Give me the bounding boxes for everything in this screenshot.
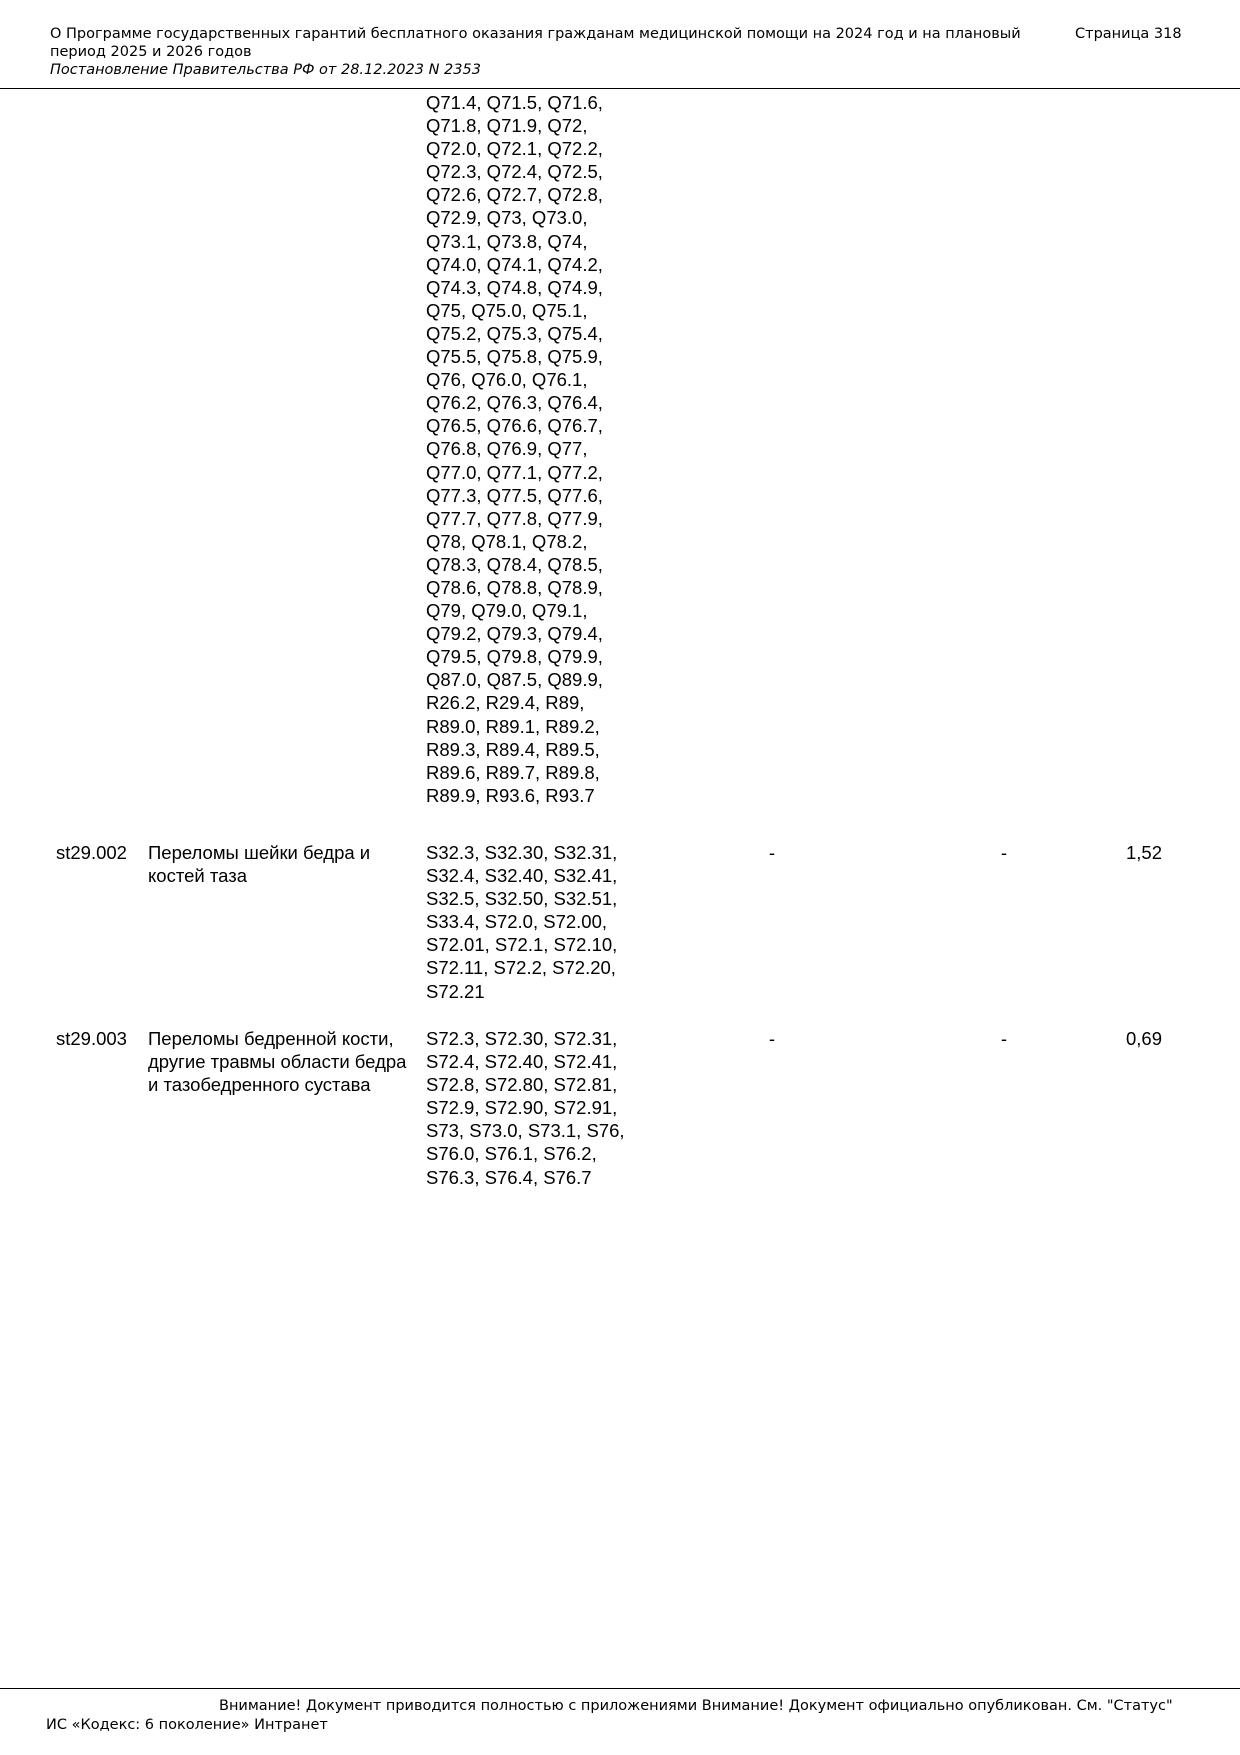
icd-code-line: S32.4, S32.40, S32.41, — [426, 865, 618, 887]
icd-code-line: Q73.1, Q73.8, Q74, — [426, 230, 588, 252]
icd-code-list — [426, 841, 617, 1003]
row-icd-codes — [426, 841, 617, 1003]
icd-code-line: S73, S73.0, S73.1, S76, — [426, 1120, 625, 1142]
page-number: Страница 318 — [1075, 26, 1182, 42]
icd-code-line: R89.0, R89.1, R89.2, — [426, 715, 600, 737]
icd-code-line: Q72.0, Q72.1, Q72.2, — [426, 138, 603, 160]
icd-code-line: S76.3, S76.4, S76.7 — [426, 1166, 592, 1188]
icd-code-line: Q71.8, Q71.9, Q72, — [426, 115, 588, 137]
footer-system: ИС «Кодекс: 6 поколение» Интранет — [46, 1717, 328, 1733]
icd-code-line: Q72.6, Q72.7, Q72.8, — [426, 184, 603, 206]
icd-code-line: Q87.0, Q87.5, Q89.9, — [426, 669, 603, 691]
row-coefficient: 0,69 — [1126, 1028, 1163, 1049]
icd-code-line: Q78.6, Q78.8, Q78.9, — [426, 576, 603, 598]
document-header — [50, 25, 1180, 89]
icd-code-line: Q74.3, Q74.8, Q74.9, — [426, 276, 603, 298]
icd-code-line: R89.3, R89.4, R89.5, — [426, 738, 600, 760]
document-subtitle: Постановление Правительства РФ от 28.12.2023 N 2353 — [50, 62, 481, 78]
footer-divider — [0, 1688, 1240, 1689]
icd-code-line: S72.01, S72.1, S72.10, — [426, 934, 618, 956]
icd-code-line: Q78.3, Q78.4, Q78.5, — [426, 553, 603, 575]
continuation-codes-cell — [426, 91, 603, 807]
row-col4: - — [768, 1028, 776, 1049]
icd-code-line: Q76, Q76.0, Q76.1, — [426, 369, 588, 391]
icd-code-line: Q78, Q78.1, Q78.2, — [426, 530, 588, 552]
icd-code-line: R89.9, R93.6, R93.7 — [426, 784, 595, 806]
row-name-lines — [148, 1027, 406, 1096]
row-name-line: Переломы шейки бедра и — [148, 842, 371, 863]
row-name-line: и тазобедренного сустава — [148, 1074, 371, 1096]
icd-code-line: S32.5, S32.50, S32.51, — [426, 888, 618, 910]
icd-code-line: R26.2, R29.4, R89, — [426, 692, 585, 714]
row-name-line: костей таза — [148, 865, 247, 887]
icd-code-line: Q75.2, Q75.3, Q75.4, — [426, 322, 603, 344]
icd-code-list — [426, 1027, 625, 1189]
row-code: st29.002 — [56, 842, 127, 863]
header-divider — [0, 88, 1240, 89]
row-name-line: Переломы бедренной кости, — [148, 1028, 394, 1049]
footer-notice: Внимание! Документ приводится полностью с приложениями Внимание! Документ официально опубликован. См. "Статус" — [219, 1698, 1173, 1714]
icd-code-line: Q77.3, Q77.5, Q77.6, — [426, 484, 603, 506]
row-name-line: другие травмы области бедра — [148, 1051, 407, 1073]
icd-code-line: Q77.0, Q77.1, Q77.2, — [426, 461, 603, 483]
document-title: О Программе государственных гарантий бесплатного оказания гражданам медицинской помощи на 2024 год и на плановый период 2025 и 2026 годов — [50, 26, 1021, 60]
row-name-lines — [148, 841, 370, 887]
icd-code-line: S76.0, S76.1, S76.2, — [426, 1143, 597, 1165]
icd-code-line: S72.3, S72.30, S72.31, — [426, 1028, 618, 1049]
icd-code-line: S33.4, S72.0, S72.00, — [426, 911, 608, 933]
icd-code-line: Q79.2, Q79.3, Q79.4, — [426, 623, 603, 645]
row-name — [148, 841, 370, 887]
icd-code-line: R89.6, R89.7, R89.8, — [426, 761, 600, 783]
icd-code-line: Q75.5, Q75.8, Q75.9, — [426, 346, 603, 368]
icd-code-line: Q76.2, Q76.3, Q76.4, — [426, 392, 603, 414]
icd-code-line: S72.11, S72.2, S72.20, — [426, 957, 616, 979]
icd-code-line: S32.3, S32.30, S32.31, — [426, 842, 618, 863]
icd-code-line: Q77.7, Q77.8, Q77.9, — [426, 507, 603, 529]
row-col5: - — [1000, 1028, 1008, 1049]
icd-code-line: Q75, Q75.0, Q75.1, — [426, 299, 588, 321]
icd-code-line: Q74.0, Q74.1, Q74.2, — [426, 253, 603, 275]
icd-code-list — [426, 91, 603, 807]
row-code: st29.003 — [56, 1028, 127, 1049]
row-col5: - — [1000, 842, 1008, 863]
icd-code-line: S72.21 — [426, 980, 485, 1002]
icd-code-line: S72.4, S72.40, S72.41, — [426, 1051, 618, 1073]
icd-code-line: Q72.9, Q73, Q73.0, — [426, 207, 588, 229]
icd-code-line: Q79, Q79.0, Q79.1, — [426, 600, 588, 622]
row-col4: - — [768, 842, 776, 863]
row-name — [148, 1027, 406, 1096]
row-coefficient: 1,52 — [1126, 842, 1163, 863]
icd-code-line: Q72.3, Q72.4, Q72.5, — [426, 161, 603, 183]
row-icd-codes — [426, 1027, 625, 1189]
icd-code-line: Q71.4, Q71.5, Q71.6, — [426, 92, 603, 113]
icd-code-line: S72.9, S72.90, S72.91, — [426, 1097, 618, 1119]
icd-code-line: Q76.5, Q76.6, Q76.7, — [426, 415, 603, 437]
icd-code-line: S72.8, S72.80, S72.81, — [426, 1074, 618, 1096]
icd-code-line: Q79.5, Q79.8, Q79.9, — [426, 646, 603, 668]
icd-code-line: Q76.8, Q76.9, Q77, — [426, 438, 588, 460]
